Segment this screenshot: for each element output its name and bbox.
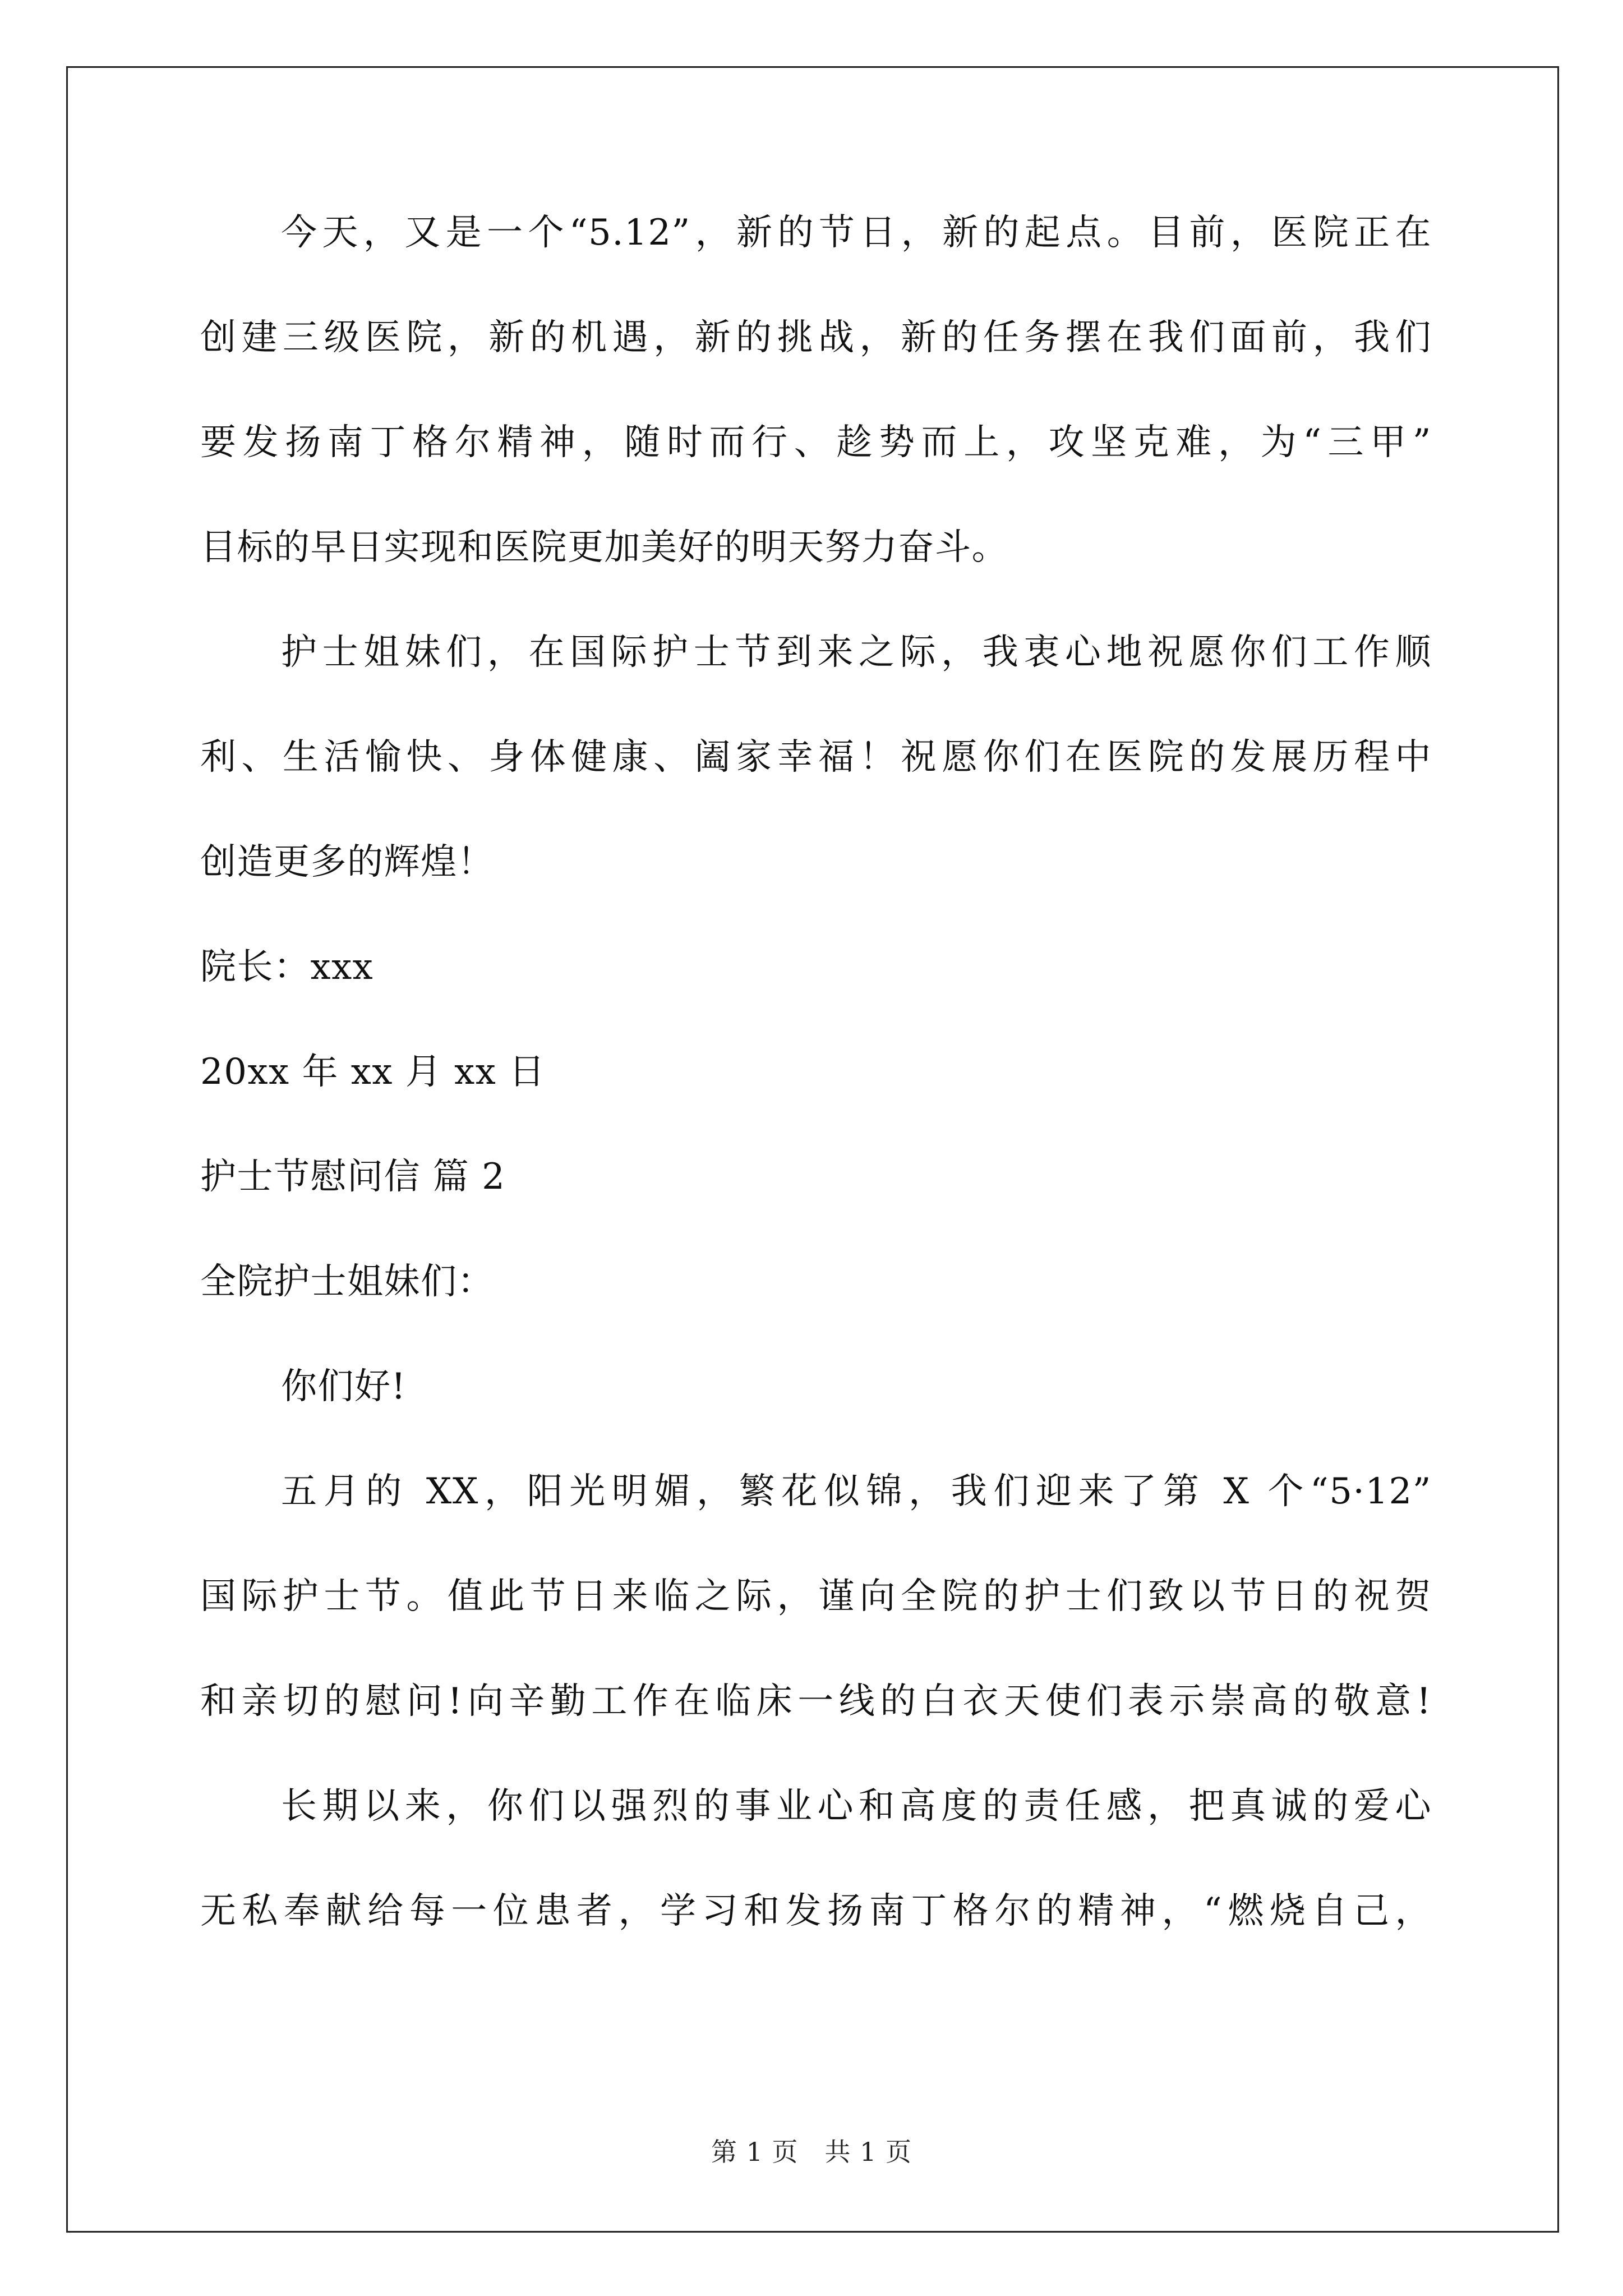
paragraph-line: 和亲切的慰问!向辛勤工作在临床一线的白衣天使们表示崇高的敬意! [200, 1681, 1432, 1722]
section-heading: 护士节慰问信 篇 2 [200, 1156, 506, 1198]
paragraph-line: 创建三级医院，新的机遇，新的挑战，新的任务摆在我们面前，我们 [200, 317, 1432, 358]
paragraph-line: 五月的 XX，阳光明媚，繁花似锦，我们迎来了第 X 个“5·12” [281, 1471, 1432, 1512]
paragraph-line: 利、生活愉快、身体健康、阖家幸福！祝愿你们在医院的发展历程中 [200, 737, 1432, 778]
paragraph-line: 今天，又是一个“5.12”，新的节日，新的起点。目前，医院正在 [281, 212, 1432, 254]
paragraph-line: 长期以来，你们以强烈的事业心和高度的责任感，把真诚的爱心 [281, 1786, 1432, 1827]
paragraph-line: 要发扬南丁格尔精神，随时而行、趁势而上，攻坚克难，为“三甲” [200, 422, 1432, 463]
paragraph-line: 国际护士节。值此节日来临之际，谨向全院的护士们致以节日的祝贺 [200, 1576, 1432, 1617]
paragraph-line: 目标的早日实现和医院更加美好的明天努力奋斗。 [200, 527, 1008, 568]
letter-salutation: 全院护士姐妹们： [200, 1261, 494, 1303]
signature-date: 20xx 年 xx 月 xx 日 [200, 1051, 546, 1093]
paragraph-line: 无私奉献给每一位患者，学习和发扬南丁格尔的精神，“燃烧自己， [200, 1890, 1432, 1932]
page-footer: 第 1 页 共 1 页 [711, 2137, 912, 2167]
paragraph-line: 创造更多的辉煌！ [200, 841, 494, 883]
signature-title: 院长：xxx [200, 946, 374, 988]
paragraph-line: 护士姐妹们，在国际护士节到来之际，我衷心地祝愿你们工作顺 [281, 632, 1432, 673]
greeting-line: 你们好! [281, 1366, 407, 1407]
